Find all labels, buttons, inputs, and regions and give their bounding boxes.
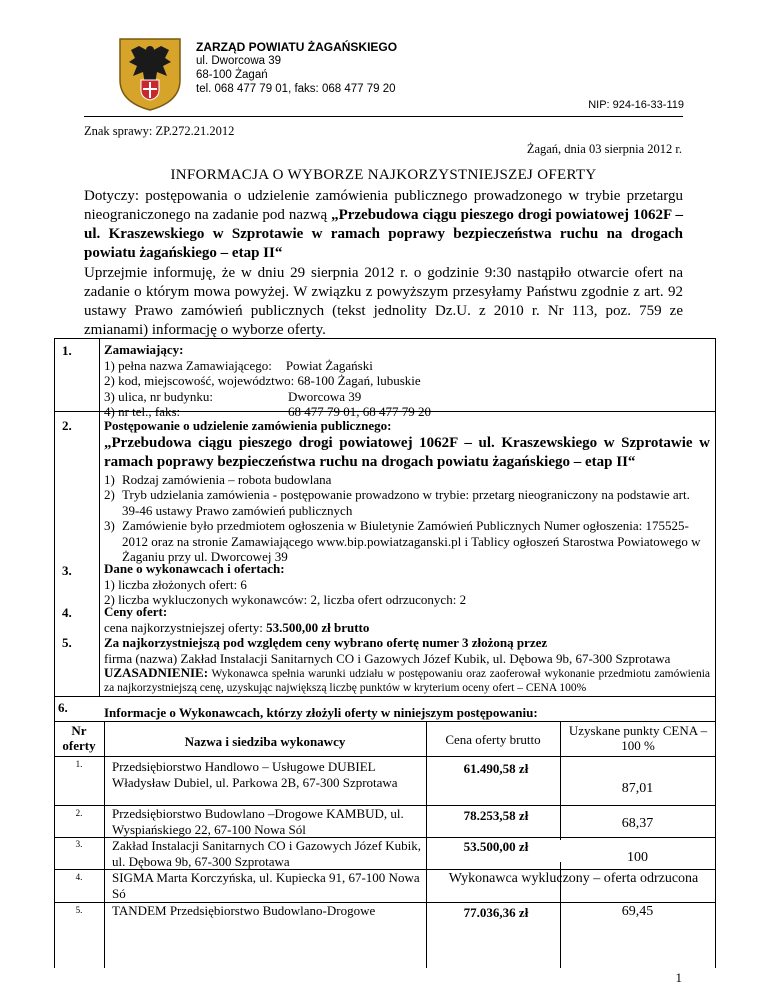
offer-contractor: Przedsiębiorstwo Handlowo – Usługowe DUBIEL Władysław Dubiel, ul. Parkowa 2B, 67-300 Szprotawa	[112, 759, 398, 790]
section-3-number: 3.	[62, 563, 72, 578]
offer-points: 68,37	[621, 816, 654, 831]
section-3-heading: Dane o wykonawcach i ofertach:	[104, 561, 285, 576]
section-1-line-3: 3) ulica, nr budynku: Dworcowa 39	[104, 388, 362, 404]
city-address: 68-100 Żagań	[196, 69, 268, 81]
offer-number: 3.	[75, 839, 83, 849]
offer-price: 61.490,58 zł	[463, 761, 529, 776]
section-6-heading: Informacje o Wykonawcach, którzy złożyli oferty w niniejszym postępowaniu:	[104, 705, 538, 720]
section-5-firm: firma (nazwa) Zakład Instalacji Sanitarnych CO i Gazowych Józef Kubik, ul. Dębowa 9b, 67-300 Szprotawa	[104, 650, 671, 666]
table-border-right	[715, 338, 716, 968]
notice-paragraph: Uprzejmie informuję, że w dniu 29 sierpnia 2012 r. o godzinie 9:30 nastąpiło otwarcie ofert na zadanie o którym mowa powyżej. W związku z powyższym przesyłamy Państwu zgodnie z art. 92 ustawy Prawo zamówień publicznych (tekst jednolity Dz.U. z 2010 r. Nr 113, poz. 759 ze zmianami) informację o wyborze oferty.	[84, 265, 683, 338]
offer-points: 69,45	[621, 904, 654, 919]
offer-number: 2.	[75, 808, 83, 818]
offer-contractor: SIGMA Marta Korczyńska, ul. Kupiecka 91, 67-100 Nowa Só	[112, 870, 420, 901]
section-4-number: 4.	[62, 605, 72, 620]
offer-price: 53.500,00 zł	[463, 839, 529, 854]
section-2-project-name: „Przebudowa ciągu pieszego drogi powiatowej 1062F – ul. Kraszewskiego w Szprotawie w ramach poprawy bezpieczeństwa ruchu na drogach powiatu żagańskiego – etap II“	[104, 434, 710, 470]
offer-excluded-note: Wykonawca wykluczony – oferta odrzucona	[448, 871, 699, 886]
section-1-number: 1.	[62, 343, 72, 358]
phone-fax: tel. 068 477 79 01, faks: 068 477 79 20	[196, 83, 396, 95]
offer-contractor: Przedsiębiorstwo Budowlano –Drogowe KAMBUD, ul. Wyspiańskiego 22, 67-100 Nowa Sól	[112, 806, 404, 837]
offers-header-divider	[54, 756, 715, 757]
organization-name: ZARZĄD POWIATU ŻAGAŃSKIEGO	[196, 40, 398, 54]
section-3-line-1: 1) liczba złożonych ofert: 6	[104, 576, 247, 592]
col-header-points: Uzyskane punkty CENA – 100 %	[568, 723, 708, 753]
offer-contractor: Zakład Instalacji Sanitarnych CO i Gazowych Józef Kubik, ul. Dębowa 9b, 67-300 Szprotawa	[112, 838, 422, 869]
page-number: 1	[675, 970, 682, 985]
section-1-line-1: 1) pełna nazwa Zamawiającego: Powiat Żagański	[104, 357, 373, 373]
coat-of-arms-logo	[117, 36, 183, 112]
section-2-number: 2.	[62, 418, 72, 433]
street-address: ul. Dworcowa 39	[196, 55, 282, 67]
number-column-divider	[99, 338, 100, 696]
section-1-line-2: 2) kod, miejscowość, województwo: 68-100 Żagań, lubuskie	[104, 373, 421, 388]
section-5-number: 5.	[62, 635, 72, 650]
offer-points: 87,01	[621, 781, 654, 796]
table-border-top	[54, 338, 715, 339]
header-divider	[84, 116, 683, 117]
information-table	[54, 338, 715, 968]
section-4-heading: Ceny ofert:	[104, 604, 168, 619]
section-2-content	[104, 418, 710, 565]
offer-points: 100	[627, 850, 648, 865]
case-reference: Znak sprawy: ZP.272.21.2012	[84, 124, 235, 138]
list-item: 1) Rodzaj zamówienia – robota budowlana	[104, 471, 332, 487]
subject-paragraph	[84, 187, 683, 263]
offers-col-divider-2	[426, 721, 427, 968]
section-1-content	[104, 342, 710, 420]
section-2-heading: Postępowanie o udzielenie zamówienia publicznego:	[104, 418, 392, 433]
list-item: 2) Tryb udzielania zamówienia - postępowanie prowadzono w trybie: przetarg nieograniczony na podstawie art. 39-46 ustawy Prawo zamówień publicznych	[104, 487, 690, 518]
offer-number: 4.	[75, 872, 83, 882]
offer-price: 78.253,58 zł	[463, 808, 529, 823]
section-5-justification: UZASADNIENIE: Wykonawca spełnia warunki udziału w postępowaniu oraz zaoferował wykonanie przedmiotu zamówienia za najkorzystniejszą cenę, uzyskując największą liczbę punktów w kryterium oceny ofert – CENA 100%	[104, 665, 710, 694]
col-header-name: Nazwa i siedziba wykonawcy	[184, 734, 346, 749]
section-divider-6	[54, 696, 715, 697]
nip-number: NIP: 924-16-33-119	[588, 99, 684, 111]
offer-number: 5.	[75, 905, 83, 915]
list-item: 3) Zamówienie było przedmiotem ogłoszenia w Biuletynie Zamówień Publicznych Numer ogłoszenia: 175525-2012 oraz na stronie Zamawiającego www.bip.powiatzaganski.pl i Tablicy ogłoszeń Starostwa Powiatowego w Żaganiu przy ul. Dworcowej 39	[104, 518, 701, 564]
subject-prefix: Dotyczy: postępowania o udzielenie zamówienia publicznego prowadzonego w trybie przetargu nieograniczonego na zadanie pod nazwą	[84, 188, 683, 223]
section-5-heading: Za najkorzystniejszą pod względem ceny wybrano ofertę numer 3 złożoną przez	[104, 635, 548, 650]
section-5-content	[104, 635, 710, 695]
col-header-price: Cena oferty brutto	[445, 732, 541, 747]
section-1-heading: Zamawiający:	[104, 342, 184, 357]
document-date: Żagań, dnia 03 sierpnia 2012 r.	[526, 142, 682, 156]
offer-number: 1.	[75, 759, 83, 769]
section-3-line-2: 2) liczba wykluczonych wykonawców: 2, liczba ofert odrzuconych: 2	[104, 592, 467, 607]
offers-col-divider-1	[104, 721, 105, 968]
offers-table-top	[54, 721, 715, 722]
section-2-list	[104, 472, 710, 565]
col-header-nr: Nr oferty	[62, 723, 96, 753]
section-1-line-4: 4) nr tel., faks: 68 477 79 01, 68 477 79 20	[104, 404, 431, 419]
subject-project-name: „Przebudowa ciągu pieszego drogi powiatowej 1062F – ul. Kraszewskiego w Szprotawie w ramach poprawy bezpieczeństwa ruchu na drogach powiatu żagańskiego – etap II“	[84, 207, 683, 261]
section-4-content	[104, 604, 710, 635]
section-6-number: 6.	[58, 700, 68, 715]
offer-contractor: TANDEM Przedsiębiorstwo Budowlano-Drogowe	[112, 903, 376, 918]
section-4-price-line: cena najkorzystniejszej oferty: 53.500,00 zł brutto	[104, 619, 370, 635]
offer-price: 77.036,36 zł	[463, 905, 529, 920]
letterhead-address	[196, 40, 397, 96]
document-title: INFORMACJA O WYBORZE NAJKORZYSTNIEJSZEJ OFERTY	[170, 167, 597, 183]
section-3-content	[104, 561, 710, 608]
